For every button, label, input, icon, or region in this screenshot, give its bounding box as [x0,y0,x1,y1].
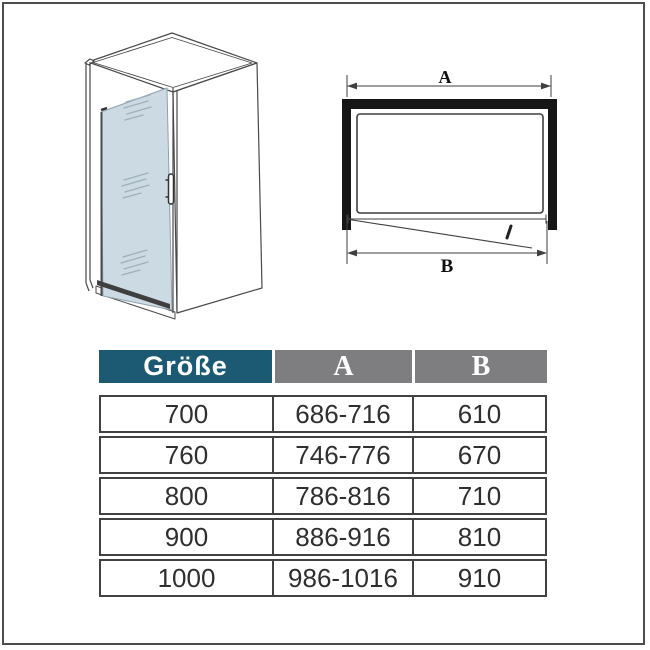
cell-size: 800 [164,481,209,511]
cell-b: 810 [412,520,545,554]
table-row [99,477,547,515]
size-table-body [99,395,547,597]
dim-b-arrow-left [347,250,357,257]
shower-door-top-view-drawing [335,60,565,275]
table-row [99,436,547,474]
cell-b: 710 [412,479,545,513]
dim-b-arrow-right [537,250,547,257]
door-swing-line [349,220,532,249]
cell-size: 700 [164,399,209,429]
cell-a: 786-816 [272,479,412,513]
size-table-header [99,350,547,383]
dim-a-arrow-left [347,83,357,90]
cell-size: 1000 [157,563,216,593]
glass-door-panel [101,88,172,310]
cell-size: 760 [164,440,209,470]
left-wall-edge [86,62,93,291]
dim-a-arrow-right [541,83,551,90]
table-row [99,518,547,556]
table-row [99,395,547,433]
cell-b: 670 [412,438,545,472]
cell-a: 886-916 [272,520,412,554]
door-closed-line [348,215,546,224]
dim-b-label: B [440,256,454,275]
cell-a: 746-776 [272,438,412,472]
dim-a-label: A [438,67,452,87]
header-cell-b: B [415,350,547,383]
header-cell-a: A [275,350,412,383]
glass-panel-top-view [357,114,543,213]
size-table [99,350,547,600]
header-cell-size: Größe [99,350,272,383]
table-row [99,559,547,597]
handle-mark [507,226,511,238]
side-panel [173,63,262,313]
cell-a: 986-1016 [272,561,412,595]
cell-a: 686-716 [272,397,412,431]
cell-size: 900 [164,522,209,552]
shower-door-front-view-drawing [60,30,270,325]
cell-b: 910 [412,561,545,595]
cell-b: 610 [412,397,545,431]
